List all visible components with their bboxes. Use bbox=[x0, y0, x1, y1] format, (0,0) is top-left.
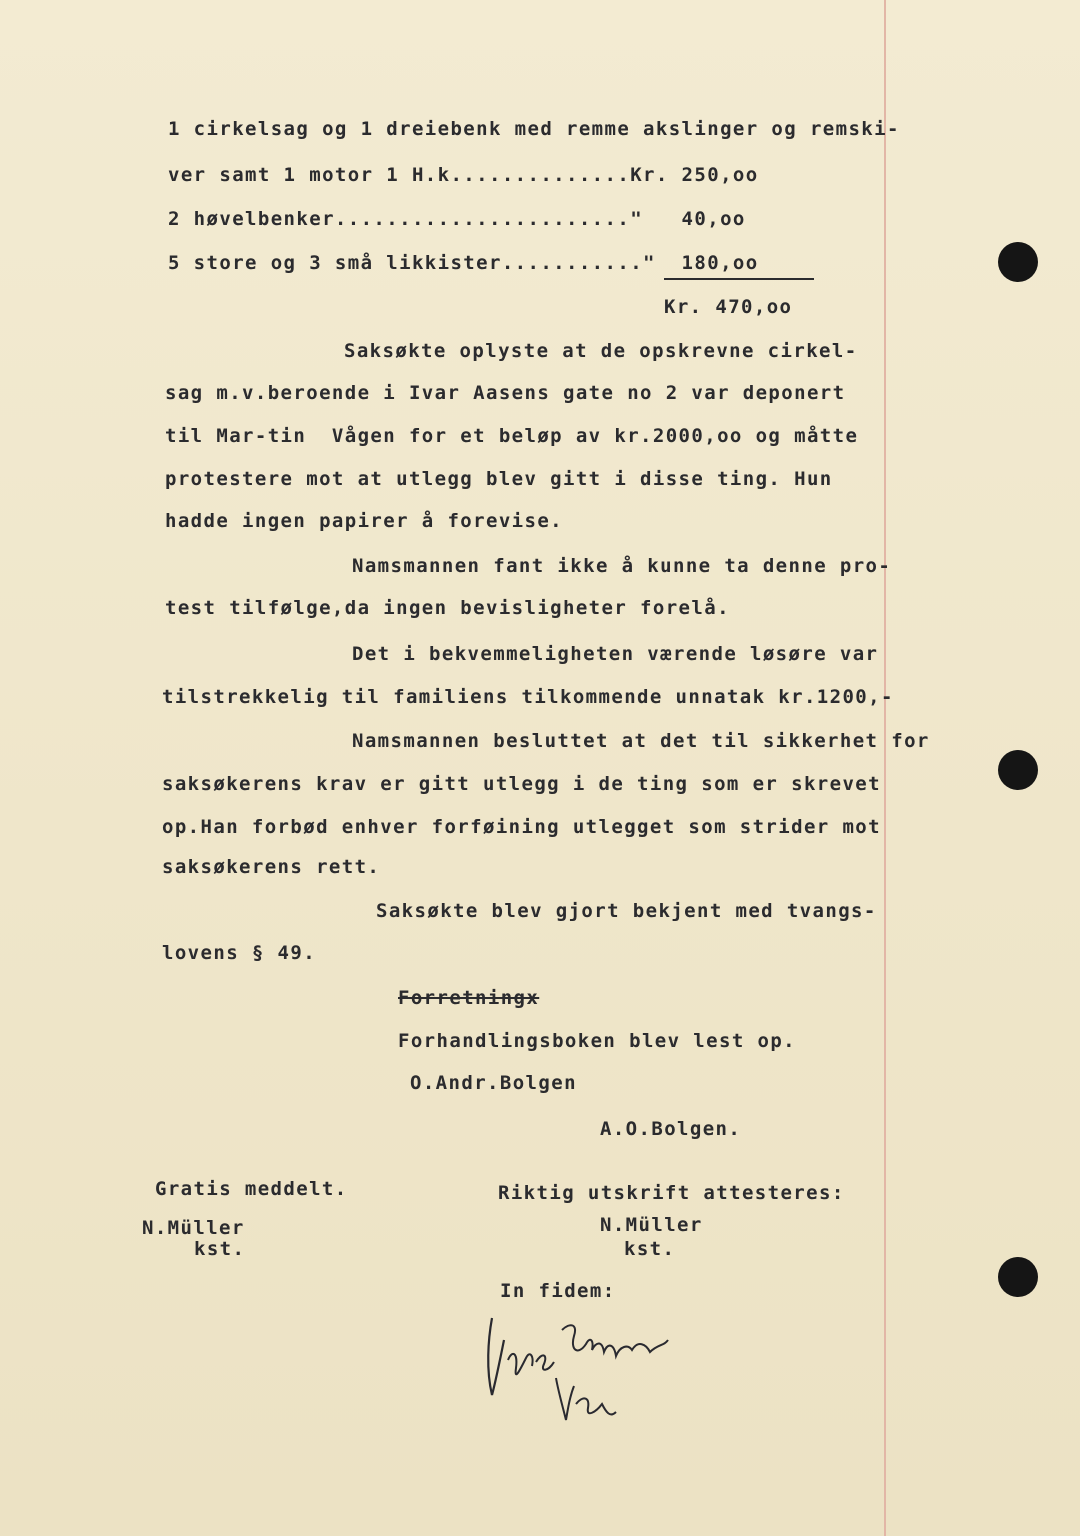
paragraph-line: protestere mot at utlegg blev gitt i disse ting. Hun bbox=[165, 468, 833, 490]
paragraph-line: lovens § 49. bbox=[162, 942, 317, 964]
paragraph-line: hadde ingen papirer å forevise. bbox=[165, 510, 564, 532]
official-name: N.Müller bbox=[142, 1217, 245, 1239]
handwritten-signature bbox=[478, 1300, 688, 1450]
margin-rule bbox=[884, 0, 886, 1536]
in-fidem-note: In fidem: bbox=[500, 1280, 616, 1302]
punch-hole-icon bbox=[998, 242, 1038, 282]
read-note: Forhandlingsboken blev lest op. bbox=[398, 1030, 797, 1052]
attestation-title: Riktig utskrift attesteres: bbox=[498, 1182, 845, 1204]
paragraph-line: tilstrekkelig til familiens tilkommende unnatak kr.1200,- bbox=[162, 686, 894, 708]
paragraph-line: saksøkerens krav er gitt utlegg i de ting som er skrevet bbox=[162, 773, 881, 795]
punch-hole-icon bbox=[998, 1257, 1038, 1297]
struck-word: Forretningx bbox=[398, 987, 540, 1009]
paragraph-line: Namsmannen fant ikke å kunne ta denne pro- bbox=[352, 555, 892, 577]
official-role: kst. bbox=[194, 1238, 246, 1260]
inventory-line: 2 høvelbenker......................." 40,oo bbox=[168, 208, 746, 230]
gratis-note: Gratis meddelt. bbox=[155, 1178, 348, 1200]
paragraph-line: Saksøkte oplyste at de opskrevne cirkel- bbox=[344, 340, 858, 362]
inventory-total: Kr. 470,oo bbox=[664, 296, 793, 318]
paragraph-line: Namsmannen besluttet at det til sikkerhet for bbox=[352, 730, 930, 752]
official-name: N.Müller bbox=[600, 1214, 703, 1236]
paragraph-line: op.Han forbød enhver forføining utlegget som strider mot bbox=[162, 816, 881, 838]
punch-hole-icon bbox=[998, 750, 1038, 790]
official-role: kst. bbox=[624, 1238, 676, 1260]
paragraph-line: test tilfølge,da ingen bevisligheter forelå. bbox=[165, 597, 730, 619]
sum-underline bbox=[664, 278, 814, 280]
paragraph-line: til Mar-tin Vågen for et beløp av kr.2000,oo og måtte bbox=[165, 425, 859, 447]
inventory-line: 1 cirkelsag og 1 dreiebenk med remme akslinger og remski- bbox=[168, 118, 900, 140]
paragraph-line: sag m.v.beroende i Ivar Aasens gate no 2 var deponert bbox=[165, 382, 846, 404]
inventory-line: ver samt 1 motor 1 H.k..............Kr. 250,oo bbox=[168, 164, 759, 186]
paragraph-line: saksøkerens rett. bbox=[162, 856, 381, 878]
signatory-name: A.O.Bolgen. bbox=[600, 1118, 742, 1140]
signatory-name: O.Andr.Bolgen bbox=[410, 1072, 577, 1094]
paragraph-line: Det i bekvemmeligheten værende løsøre var bbox=[352, 643, 879, 665]
paragraph-line: Saksøkte blev gjort bekjent med tvangs- bbox=[376, 900, 877, 922]
inventory-line: 5 store og 3 små likkister..........." 180,oo bbox=[168, 252, 759, 274]
